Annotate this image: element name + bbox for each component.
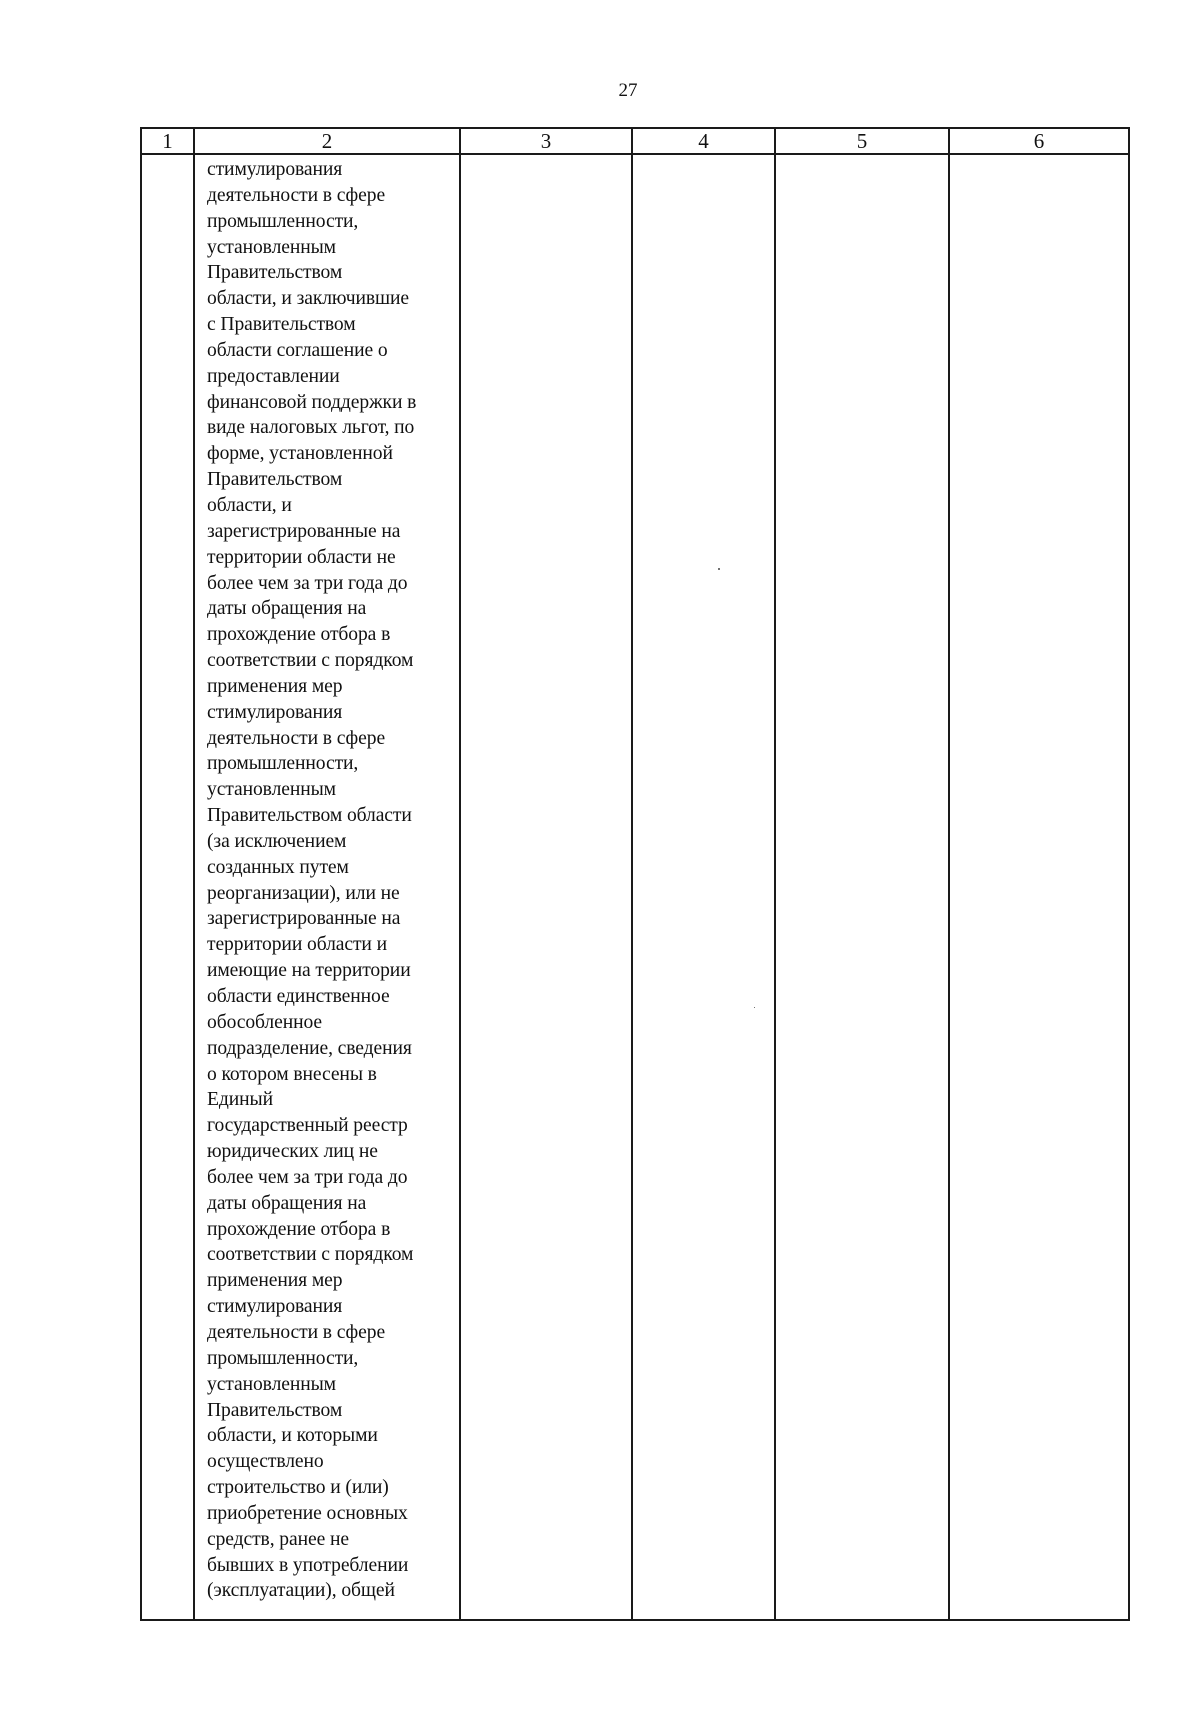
cell-col-4 (632, 154, 775, 1620)
table-row (141, 154, 1129, 1620)
cell-col-5 (775, 154, 949, 1620)
cell-col-6 (949, 154, 1129, 1620)
page-number: 27 (618, 80, 638, 101)
table-header-row (141, 128, 1129, 154)
scan-speck (718, 568, 720, 570)
cell-col-3 (460, 154, 632, 1620)
cell-col-2 (194, 154, 460, 1620)
column-header-6: 6 (949, 128, 1129, 154)
column-header-5: 5 (775, 128, 949, 154)
cell-col-2-text: стимулирования деятельности в сфере промышленности, установленным Правительством области, и заключившие с Правительством области соглашение о предоставлении финансовой поддержки в виде налоговых льгот, по форме, установленной Правительством области, и зарегистрированные на территории области не более чем за три года до даты обращения на прохождение отбора в соответствии с порядком применения мер стимулирования деятельности в сфере промышленности, установленным Правительством области (за исключением созданных путем реорганизации), или не зарегистрированные на территории области и имеющие на территории области единственное обособленное подразделение, сведения о котором внесены в Единый государственный реестр юридических лиц не более чем за три года до даты обращения на прохождение отбора в соответствии с порядком применения мер стимулирования деятельности в сфере промышленности, установленным Правительством области, и которыми осуществлено строительство и (или) приобретение основных средств, ранее не бывших в употреблении (эксплуатации), общей (207, 159, 417, 1602)
cell-col-1 (141, 154, 194, 1620)
column-header-1: 1 (141, 128, 194, 154)
column-header-3: 3 (460, 128, 632, 154)
data-table (140, 127, 1130, 1621)
scan-speck (754, 1007, 755, 1008)
column-header-2: 2 (194, 128, 460, 154)
column-header-4: 4 (632, 128, 775, 154)
